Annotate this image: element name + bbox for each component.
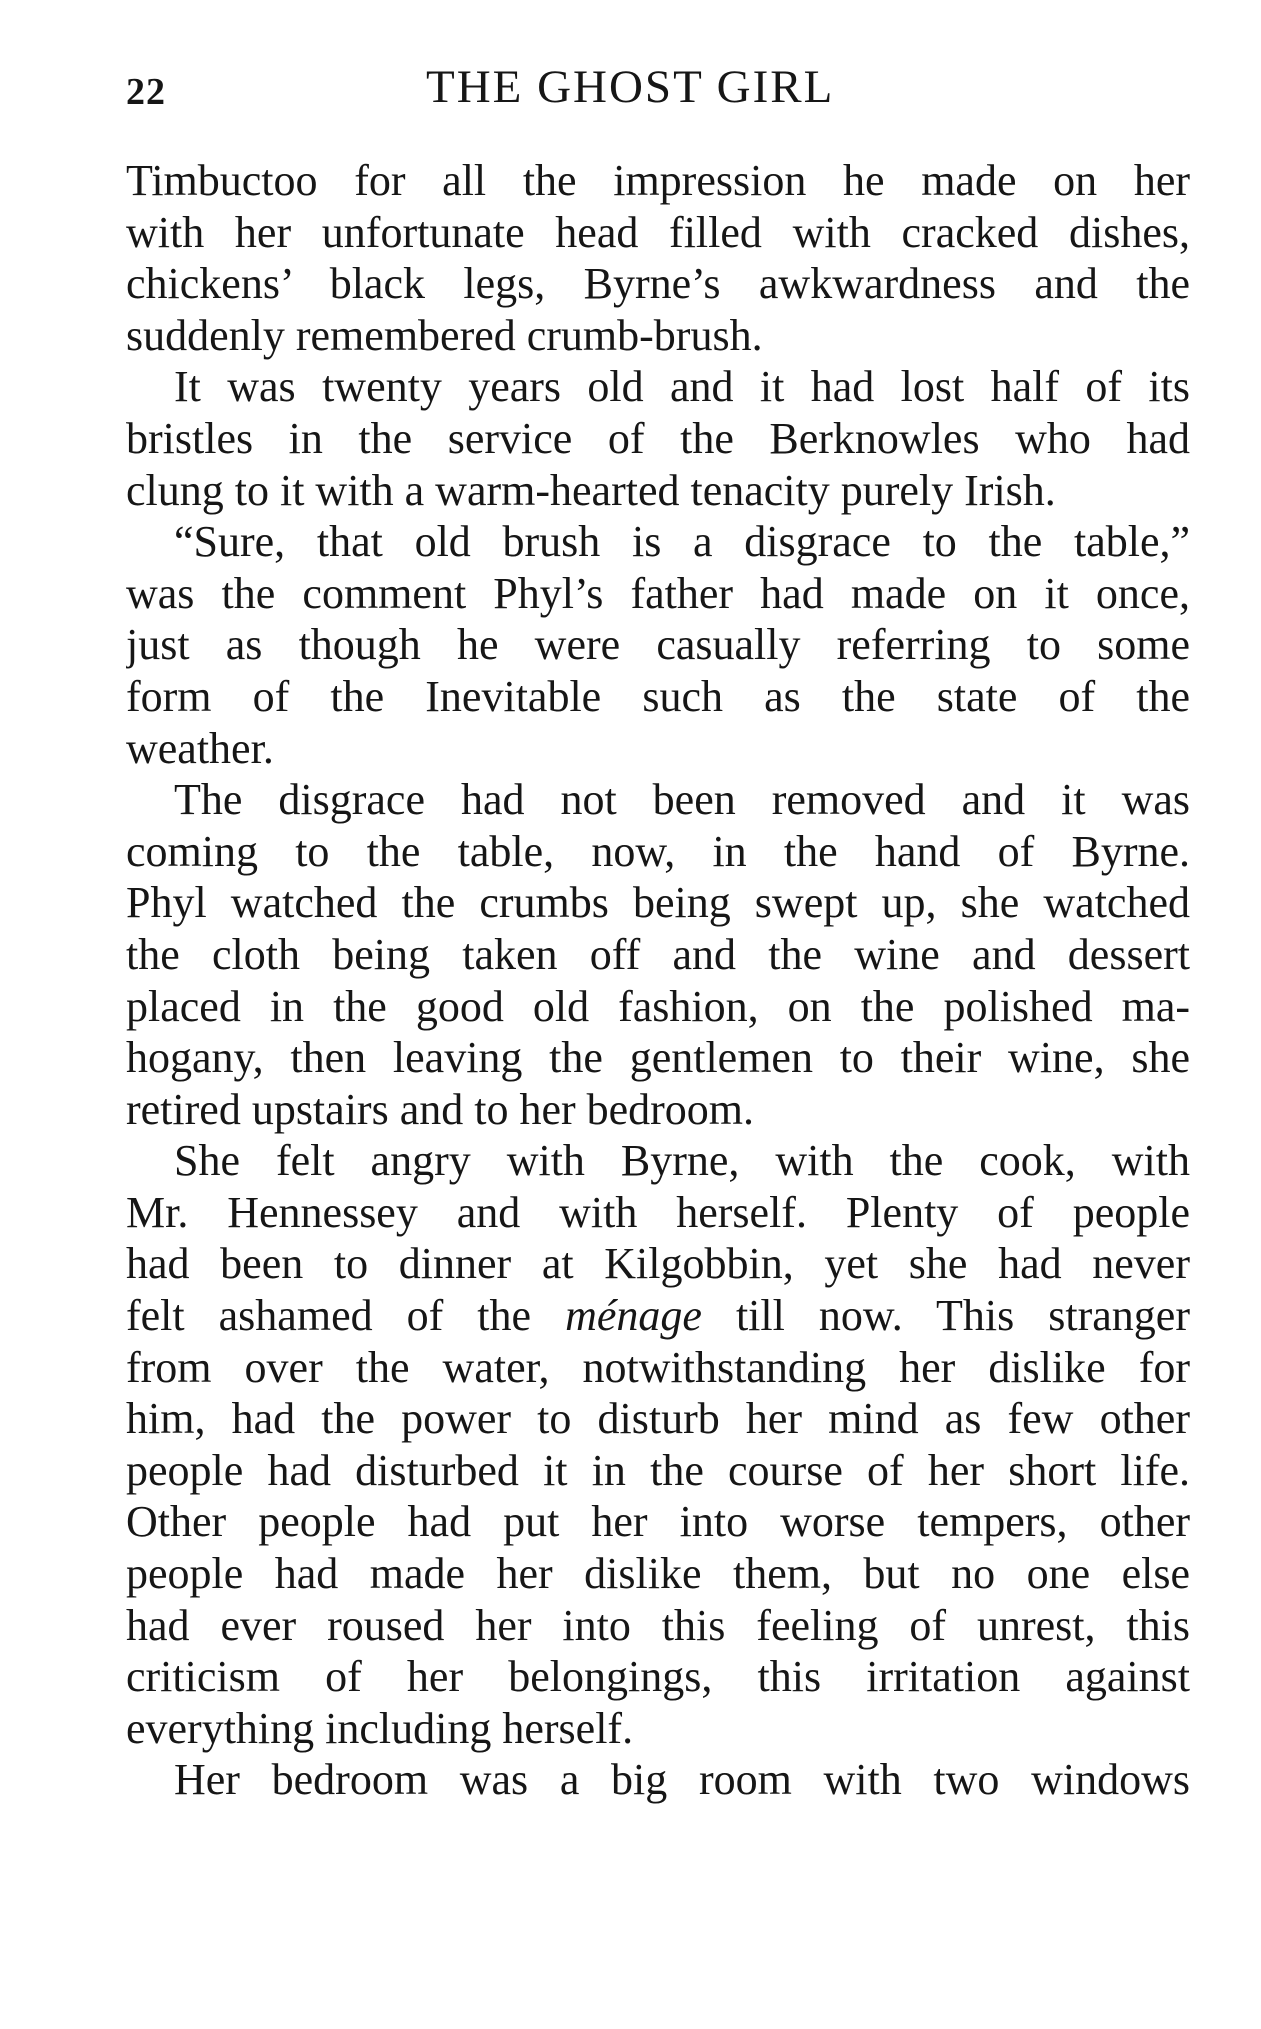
text-line: She felt angry with Byrne, with the cook, with — [174, 1136, 1190, 1186]
text-line: Mr. Hennessey and with herself. Plenty of people — [126, 1187, 1190, 1237]
text-line: clung to it with a warm-hearted tenacity purely Irish. — [126, 465, 1056, 515]
text-line: Other people had put her into worse tempers, other — [126, 1497, 1190, 1547]
page-number: 22 — [126, 71, 166, 113]
text-line: The disgrace had not been removed and it was — [174, 775, 1190, 825]
text-line: Phyl watched the crumbs being swept up, she watched — [126, 878, 1190, 928]
text-segment: felt ashamed of the — [126, 1291, 566, 1341]
text-line: form of the Inevitable such as the state of the — [126, 671, 1190, 721]
text-line: suddenly remembered crumb-brush. — [126, 310, 763, 360]
text-line: from over the water, notwithstanding her dislike for — [126, 1342, 1190, 1392]
text-line: bristles in the service of the Berknowles who had — [126, 413, 1190, 463]
text-line: placed in the good old fashion, on the polished ma- — [126, 981, 1190, 1031]
text-line: weather. — [126, 723, 274, 773]
text-line: just as though he were casually referring to some — [126, 620, 1190, 670]
text-segment: till now. This stranger — [701, 1291, 1190, 1341]
text-line: him, had the power to disturb her mind as few other — [126, 1394, 1190, 1444]
text-line: Her bedroom was a big room with two windows — [174, 1755, 1190, 1805]
text-line: hogany, then leaving the gentlemen to their wine, she — [126, 1033, 1190, 1083]
italic-word: ménage — [565, 1291, 702, 1341]
running-title: THE GHOST GIRL — [426, 61, 835, 113]
text-line: “Sure, that old brush is a disgrace to the table,” — [174, 517, 1190, 567]
text-line: everything including herself. — [126, 1703, 634, 1753]
text-line: coming to the table, now, in the hand of Byrne. — [126, 826, 1190, 876]
text-line: people had made her dislike them, but no one else — [126, 1549, 1190, 1599]
text-line: was the comment Phyl’s father had made on it once, — [126, 568, 1190, 618]
page-header — [126, 56, 1190, 126]
text-line: the cloth being taken off and the wine and dessert — [126, 929, 1190, 979]
text-line: retired upstairs and to her bedroom. — [126, 1084, 755, 1134]
text-line: chickens’ black legs, Byrne’s awkwardness and the — [126, 259, 1190, 309]
text-line: with her unfortunate head filled with cracked dishes, — [126, 207, 1190, 257]
text-line — [126, 1290, 1190, 1342]
text-line: Timbuctoo for all the impression he made on her — [126, 156, 1190, 205]
body-text — [126, 155, 1190, 1806]
text-line: criticism of her belongings, this irritation against — [126, 1652, 1190, 1702]
text-line: It was twenty years old and it had lost half of its — [174, 362, 1190, 412]
text-line: had ever roused her into this feeling of unrest, this — [126, 1600, 1190, 1650]
text-line: people had disturbed it in the course of her short life. — [126, 1445, 1190, 1495]
text-line: had been to dinner at Kilgobbin, yet she had never — [126, 1239, 1190, 1289]
